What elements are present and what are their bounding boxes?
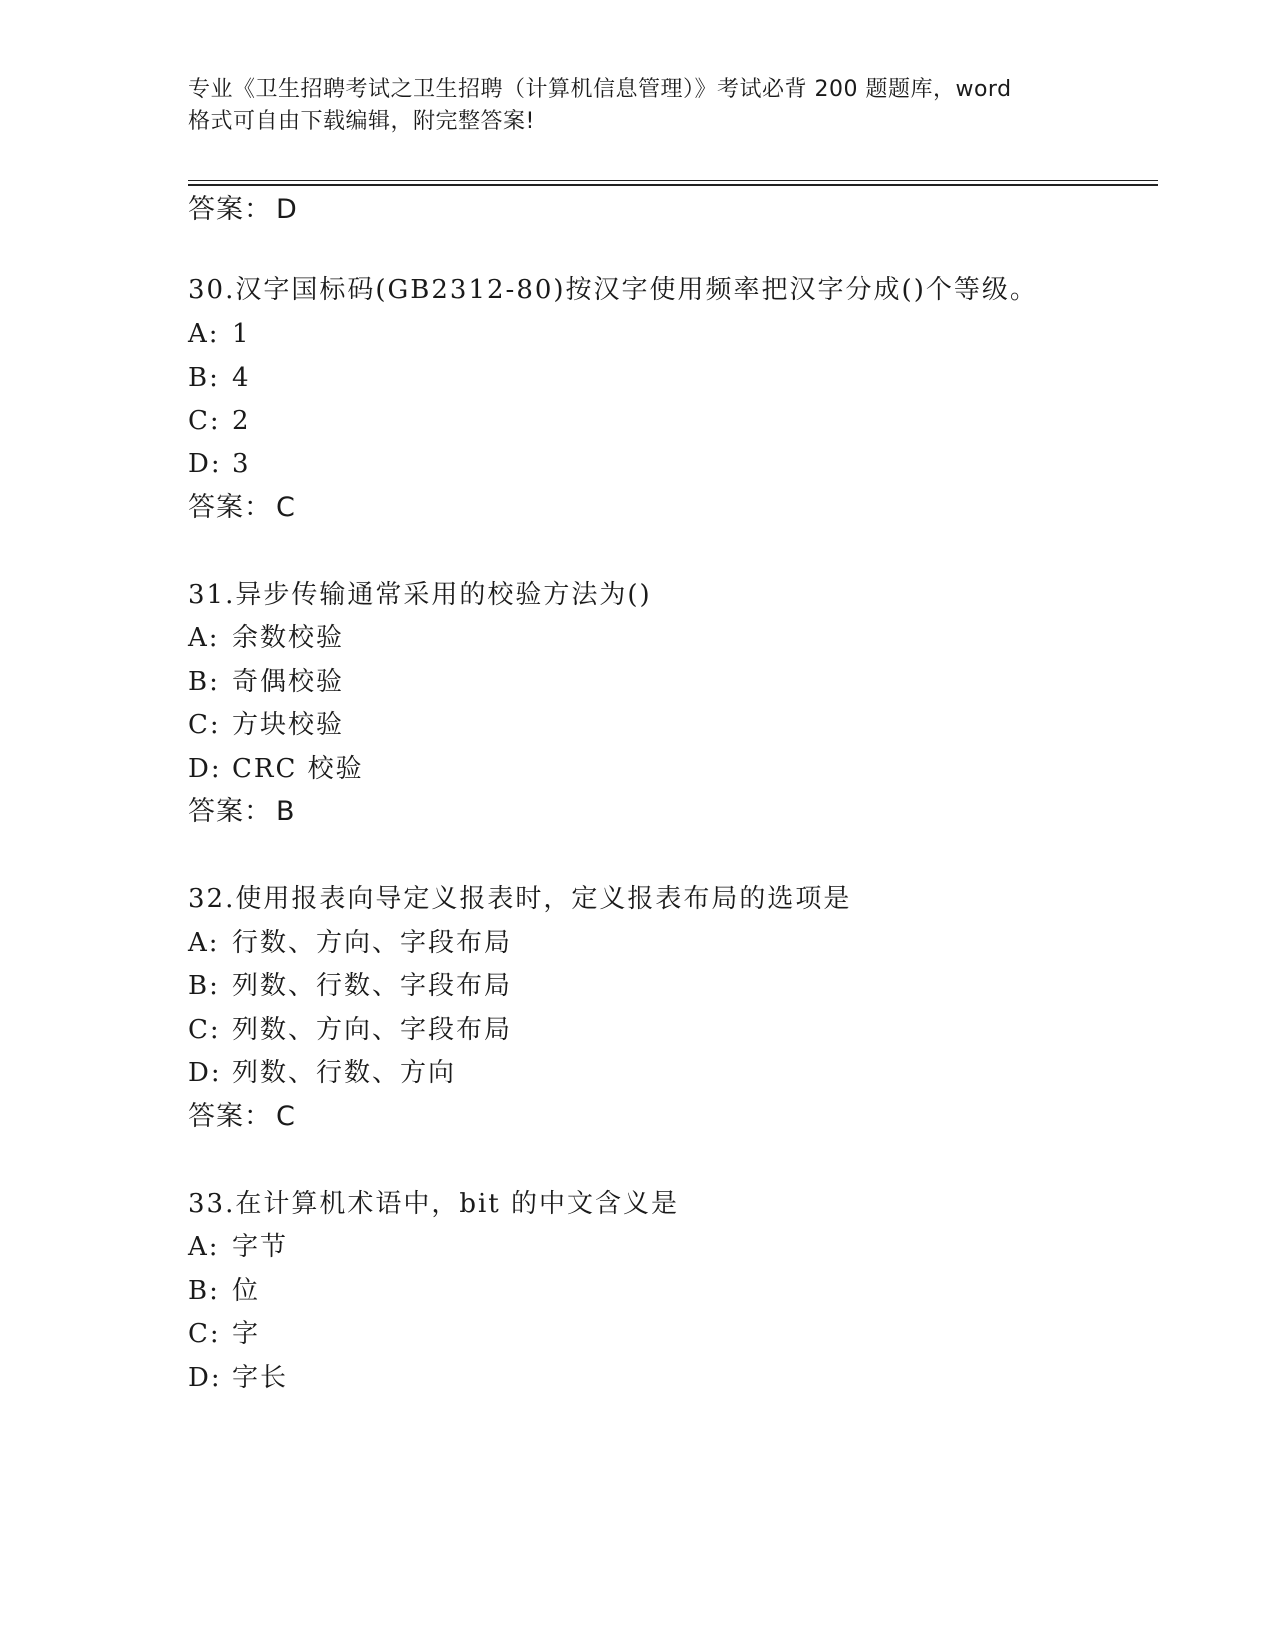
option-text: 位 (232, 1276, 261, 1306)
answer-value: D (276, 194, 298, 225)
question-title: 30.汉字国标码(GB2312-80)按汉字使用频率把汉字分成()个等级。 (188, 275, 1038, 305)
option-text: 奇偶校验 (232, 667, 345, 697)
option-c (188, 707, 344, 743)
header-line-1: 专业《卫生招聘考试之卫生招聘（计算机信息管理）》考试必背 200 题题库，word (188, 77, 1012, 102)
document-header (188, 74, 1108, 138)
option-key: C: (188, 1319, 221, 1349)
answer-label: 答案： (188, 1101, 272, 1132)
answer-line (188, 1099, 296, 1135)
option-c (188, 1012, 512, 1048)
option-key: D: (188, 754, 222, 784)
answer-label: 答案： (188, 796, 272, 827)
header-divider-thick (188, 184, 1158, 186)
header-divider-thin (188, 180, 1158, 181)
option-key: D: (188, 1363, 222, 1393)
option-key: B: (188, 1276, 220, 1306)
question-title: 33.在计算机术语中，bit 的中文含义是 (188, 1189, 680, 1219)
option-key: D: (188, 449, 222, 479)
option-text: 字长 (232, 1363, 289, 1393)
option-text: 列数、行数、字段布局 (232, 971, 513, 1001)
answer-value: C (276, 1101, 296, 1132)
option-key: A: (188, 623, 220, 653)
header-line-2: 格式可自由下载编辑，附完整答案! (188, 109, 535, 134)
option-key: B: (188, 363, 220, 393)
option-a (188, 925, 512, 961)
option-a (188, 1229, 288, 1265)
question-title: 32.使用报表向导定义报表时，定义报表布局的选项是 (188, 884, 852, 914)
option-text: 行数、方向、字段布局 (232, 928, 513, 958)
option-text: 字节 (232, 1232, 289, 1262)
option-text: CRC 校验 (232, 754, 364, 784)
option-text: 余数校验 (232, 623, 345, 653)
option-text: 2 (232, 406, 251, 436)
option-key: B: (188, 667, 220, 697)
answer-label: 答案： (188, 194, 272, 225)
answer-line (188, 192, 298, 228)
option-b (188, 664, 344, 700)
answer-value: B (276, 796, 296, 827)
option-key: C: (188, 1015, 221, 1045)
option-text: 1 (232, 319, 251, 349)
option-key: C: (188, 710, 221, 740)
option-key: A: (188, 1232, 220, 1262)
option-c (188, 403, 251, 439)
option-d (188, 1055, 456, 1091)
option-d (188, 751, 364, 787)
option-key: B: (188, 971, 220, 1001)
option-text: 3 (232, 449, 251, 479)
option-b (188, 968, 512, 1004)
option-text: 字 (232, 1319, 261, 1349)
option-d (188, 1360, 288, 1396)
option-text: 方块校验 (232, 710, 345, 740)
option-text: 列数、行数、方向 (232, 1058, 457, 1088)
option-a (188, 620, 344, 656)
option-key: C: (188, 406, 221, 436)
option-b (188, 1273, 260, 1309)
option-key: A: (188, 319, 220, 349)
answer-line (188, 490, 296, 526)
answer-value: C (276, 492, 296, 523)
answer-label: 答案： (188, 492, 272, 523)
option-key: A: (188, 928, 220, 958)
answer-line (188, 794, 296, 830)
option-text: 列数、方向、字段布局 (232, 1015, 513, 1045)
option-c (188, 1316, 260, 1352)
option-key: D: (188, 1058, 222, 1088)
option-d (188, 446, 251, 482)
option-a (188, 316, 251, 352)
question-title: 31.异步传输通常采用的校验方法为() (188, 580, 652, 610)
option-text: 4 (232, 363, 251, 393)
option-b (188, 360, 251, 396)
